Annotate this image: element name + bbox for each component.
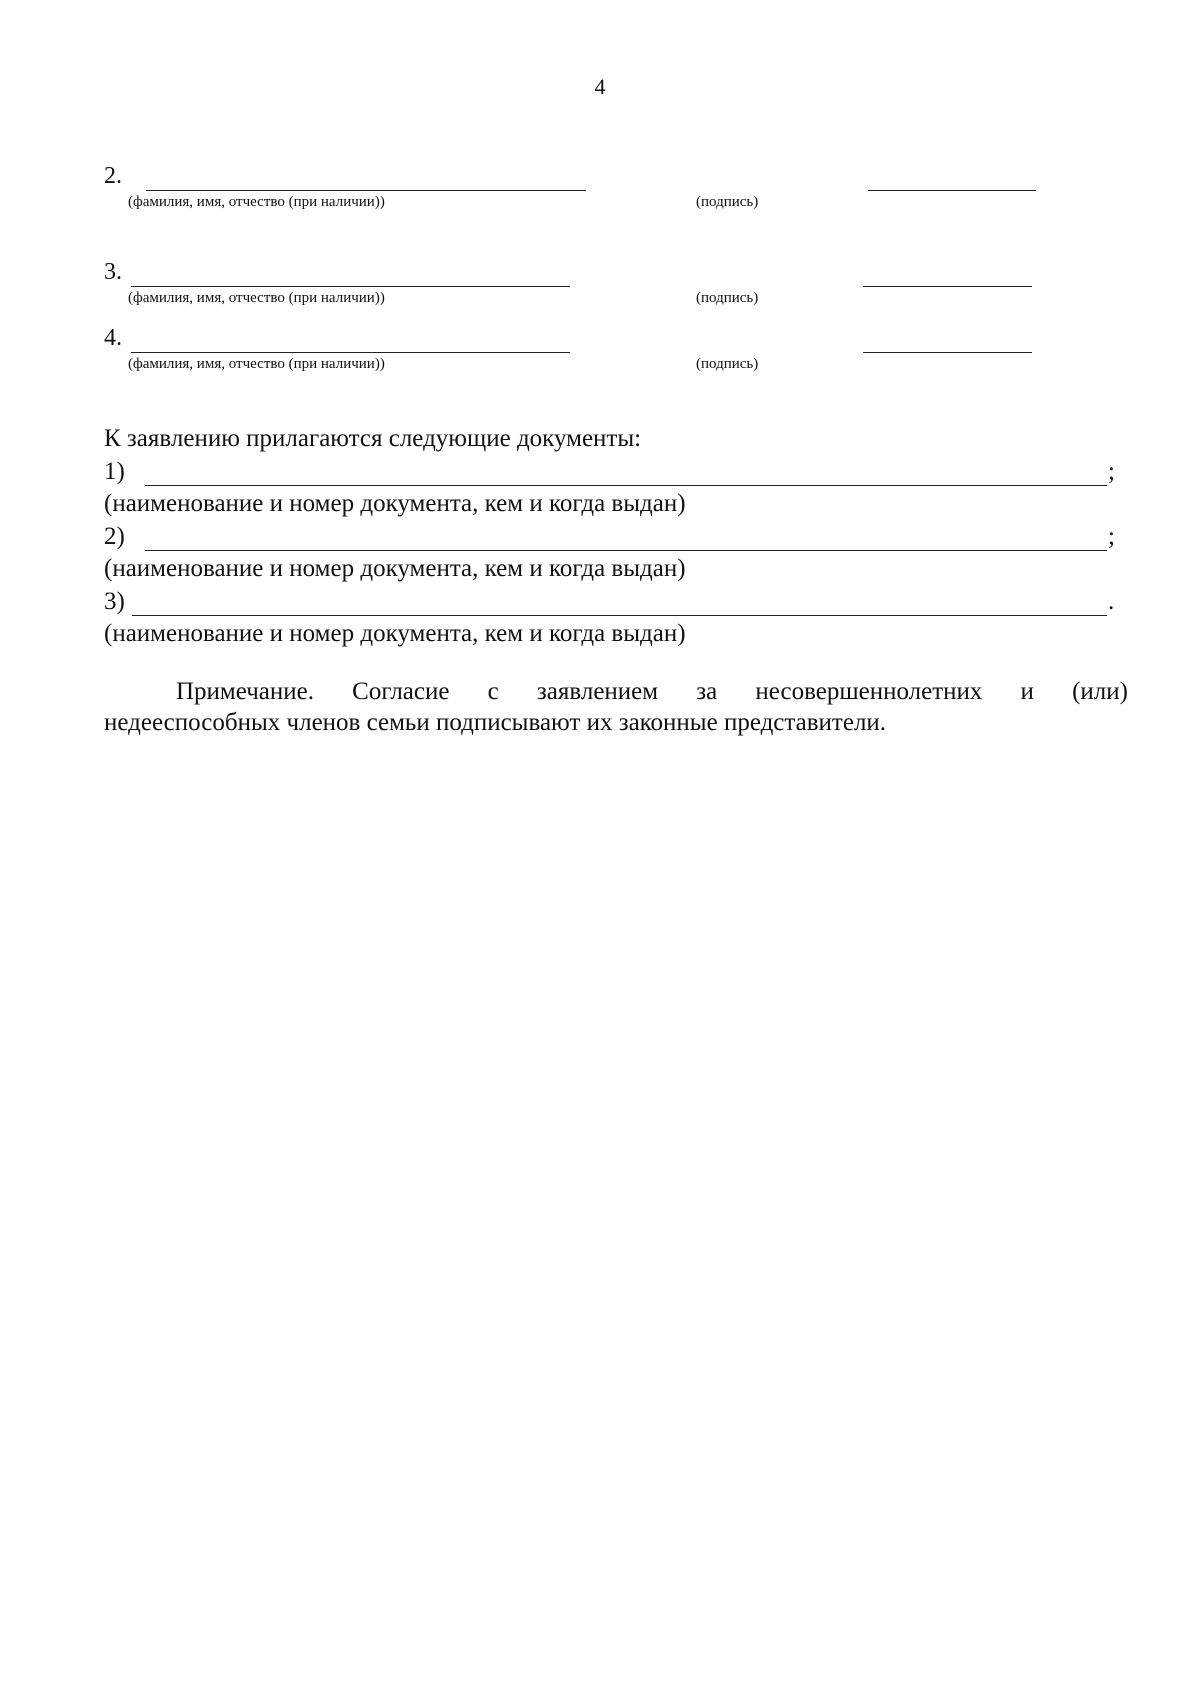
attachment-1-end: ;	[1108, 458, 1115, 485]
attachment-1-caption: (наименование и номер документа, кем и когда выдан)	[104, 490, 686, 517]
signature-3-sign-field[interactable]	[863, 286, 1032, 287]
signature-3-sign-caption: (подпись)	[696, 290, 759, 306]
attachment-3-field[interactable]	[132, 615, 1107, 616]
attachment-2-field[interactable]	[145, 550, 1107, 551]
signature-4-sign-caption: (подпись)	[696, 356, 759, 372]
note-line-1: Примечание. Согласие с заявлением за несовершеннолетних и (или)	[176, 678, 1128, 705]
attachment-3-caption: (наименование и номер документа, кем и когда выдан)	[104, 620, 686, 647]
note-paragraph	[104, 676, 1128, 738]
signature-4-sign-field[interactable]	[863, 352, 1032, 353]
attachment-3-end: .	[1108, 588, 1115, 615]
attachments-heading: К заявлению прилагаются следующие документы:	[104, 425, 642, 452]
attachment-2-number: 2)	[104, 523, 125, 550]
attachment-1-field[interactable]	[145, 485, 1107, 486]
signature-2-name-caption: (фамилия, имя, отчество (при наличии))	[128, 194, 385, 210]
attachment-3-number: 3)	[104, 588, 125, 615]
signature-4-number: 4.	[104, 325, 122, 351]
signature-3-name-field[interactable]	[131, 286, 570, 287]
signature-2-sign-field[interactable]	[868, 190, 1036, 191]
attachment-2-end: ;	[1108, 523, 1115, 550]
page-number: 4	[594, 74, 606, 99]
signature-2-sign-caption: (подпись)	[696, 194, 759, 210]
signature-2-number: 2.	[104, 163, 122, 189]
signature-3-number: 3.	[104, 259, 122, 285]
signature-2-name-field[interactable]	[146, 190, 586, 191]
signature-3-name-caption: (фамилия, имя, отчество (при наличии))	[128, 290, 385, 306]
attachment-1-number: 1)	[104, 458, 125, 485]
signature-4-name-caption: (фамилия, имя, отчество (при наличии))	[128, 356, 385, 372]
signature-4-name-field[interactable]	[131, 352, 570, 353]
note-line-2: недееспособных членов семьи подписывают их законные представители.	[104, 709, 887, 736]
attachment-2-caption: (наименование и номер документа, кем и когда выдан)	[104, 555, 686, 582]
